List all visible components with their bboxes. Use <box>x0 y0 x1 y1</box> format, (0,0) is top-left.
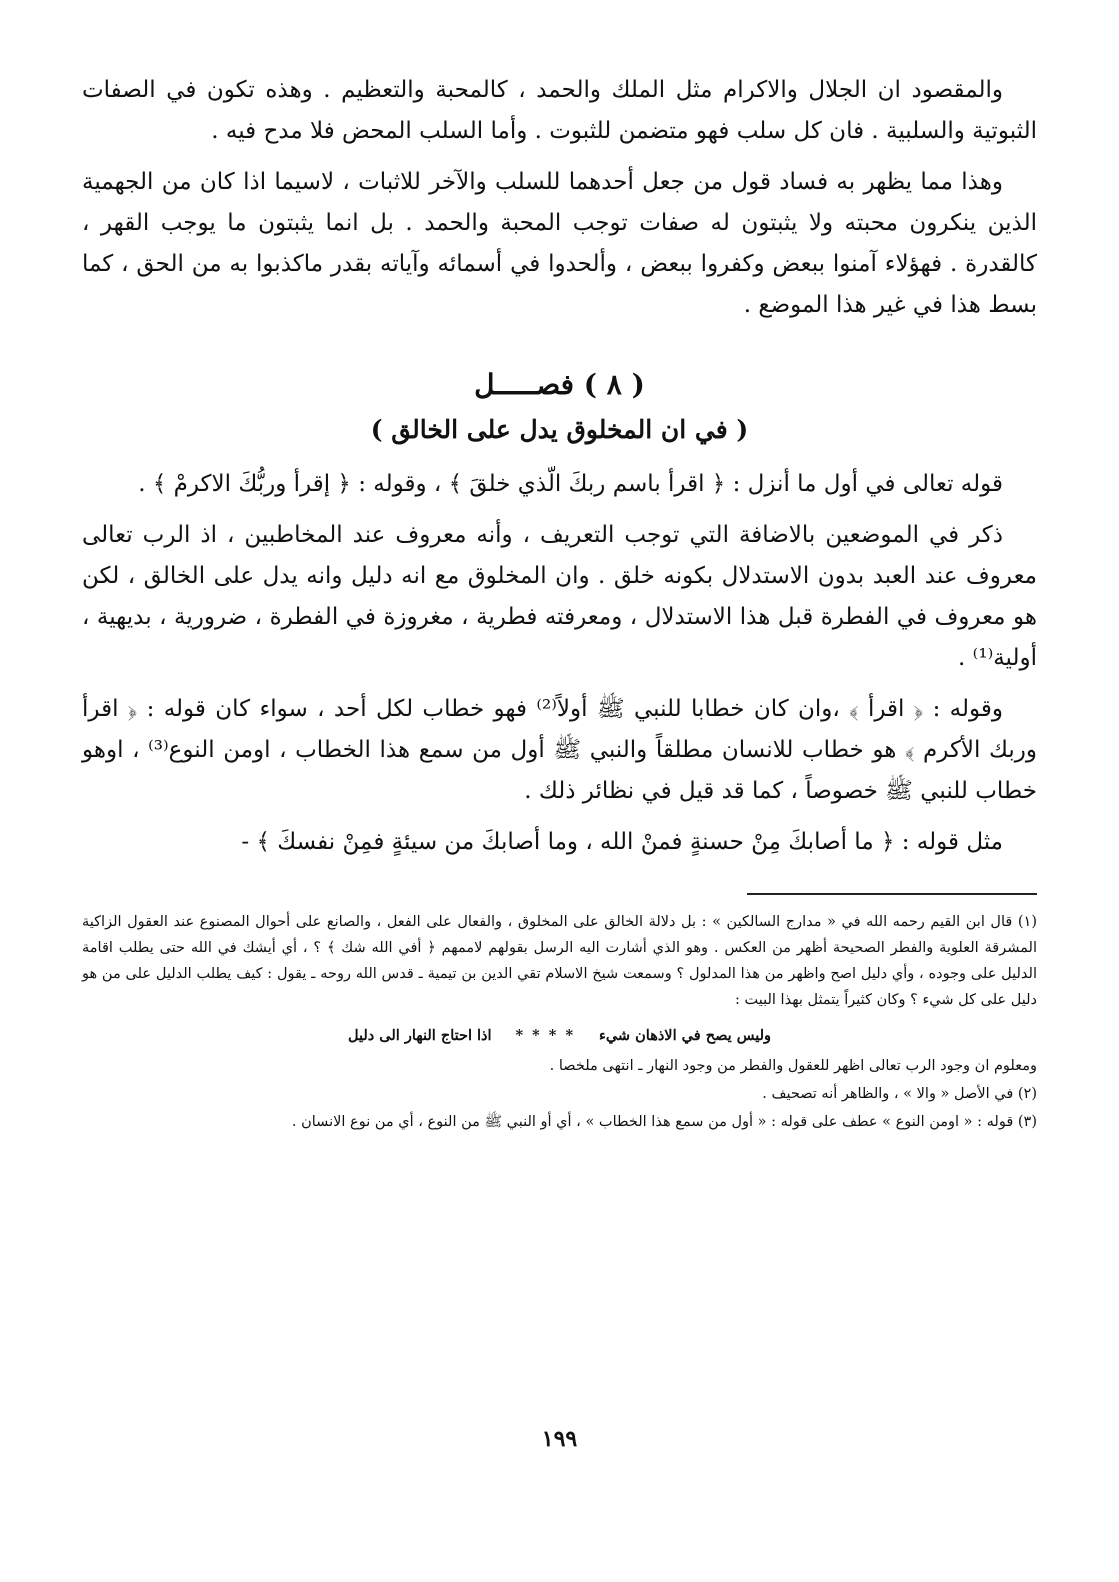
verse-second-hemistich: اذا احتاج النهار الى دليل <box>348 1027 492 1044</box>
footnote-verse <box>82 1023 1037 1049</box>
footnotes <box>82 909 1037 1135</box>
page-number: ١٩٩ <box>541 1426 578 1452</box>
footnote-3: (٣) قوله : « اومن النوع » عطف على قوله : « أول من سمع هذا الخطاب » ، أي أو النبي ﷺ من النوع ، أي من نوع الانسان . <box>291 1114 1037 1130</box>
footnote-1: (١) قال ابن القيم رحمه الله في « مدارج السالكين » : بل دلالة الخالق على المخلوق ، والفعال على الفعل ، والصانع على أحوال المصنوع عند العقول الزاكية المشرقة العلوية والفطر الصحيحة أظهر من العكس . وهو الذي أشارت اليه الرسل بقولهم لاممهم ﴿ أفي الله شك ﴾ ؟ ، أي أيشك في الله حتى يطلب اقامة الدليل على وجوده ، وأي دليل اصح واظهر من هذا المدلول ؟ وسمعت شيخ الاسلام تقي الدين بن تيمية ـ قدس الله روحه ـ يقول : كيف يطلب الدليل على من هو دليل على كل شيء ؟ وكان كثيراً يتمثل بهذا البيت : <box>82 914 1037 1008</box>
section-paragraph-1: قوله تعالى في أول ما أنزل : ﴿ اقرأ باسم ربكَ الّذي خلقَ ﴾ ، وقوله : ﴿ إقرأ وربُّكَ الاكرمْ ﴾ . <box>138 471 1003 497</box>
verse-first-hemistich: وليس يصح في الاذهان شيء <box>599 1027 772 1044</box>
section-subtitle: ( في ان المخلوق يدل على الخالق ) <box>370 415 749 444</box>
section-paragraph-2: ذكر في الموضعين بالاضافة التي توجب التعريف ، وأنه معروف عند المخاطبين ، اذ الرب تعالى معروف عند العبد بدون الاستدلال بكونه خلق . وان المخلوق مع انه دليل وانه يدل على الخالق ، لكن هو معروف في الفطرة قبل هذا الاستدلال ، ومعرفته فطرية ، مغروزة في الفطرة ، ضرورية ، بديهية ، أولية⁽¹⁾ . <box>82 522 1037 671</box>
body-paragraph-2: وهذا مما يظهر به فساد قول من جعل أحدهما للسلب والآخر للاثبات ، لاسيما اذا كان من الجهمية الذين ينكرون محبته ولا يثبتون له صفات توجب المحبة والحمد . بل انما يثبتون ما يوجب القهر ، كالقدرة . فهؤلاء آمنوا ببعض وكفروا ببعض ، وألحدوا في أسمائه وآياته بقدر ماكذبوا به من الحق ، كما بسط هذا في غير هذا الموضع . <box>82 169 1037 318</box>
footnote-1-end: ومعلوم ان وجود الرب تعالى اظهر للعقول والفطر من وجود النهار ـ انتهى ملخصا . <box>549 1058 1037 1074</box>
body-paragraph-1: والمقصود ان الجلال والاكرام مثل الملك والحمد ، كالمحبة والتعظيم . وهذه تكون في الصفات الثبوتية والسلبية . فان كل سلب فهو متضمن للثبوت . وأما السلب المحض فلا مدح فيه . <box>82 77 1037 144</box>
section-paragraph-4: مثل قوله : ﴿ ما أصابكَ مِنْ حسنةٍ فمنْ الله ، وما أصابكَ من سيئةٍ فمِنْ نفسكَ ﴾ - <box>241 829 1003 855</box>
footnote-divider <box>747 893 1037 895</box>
section-paragraph-3: وقوله : ﴿ اقرأ ﴾ ،وان كان خطابا للنبي ﷺ أولاً⁽²⁾ فهو خطاب لكل أحد ، سواء كان قوله : ﴿ اقرأ وربك الأكرم ﴾ هو خطاب للانسان مطلقاً والنبي ﷺ أول من سمع هذا الخطاب ، اومن النوع⁽³⁾ ، اوهو خطاب للنبي ﷺ خصوصاً ، كما قد قيل في نظائر ذلك . <box>82 696 1038 804</box>
book-page <box>82 70 1037 1542</box>
verse-separator: * * * * <box>515 1027 576 1044</box>
footnote-2: (٢) في الأصل « والا » ، والظاهر أنه تصحيف . <box>762 1086 1037 1102</box>
section-title: ( ٨ ) فصـــــل <box>474 368 645 401</box>
